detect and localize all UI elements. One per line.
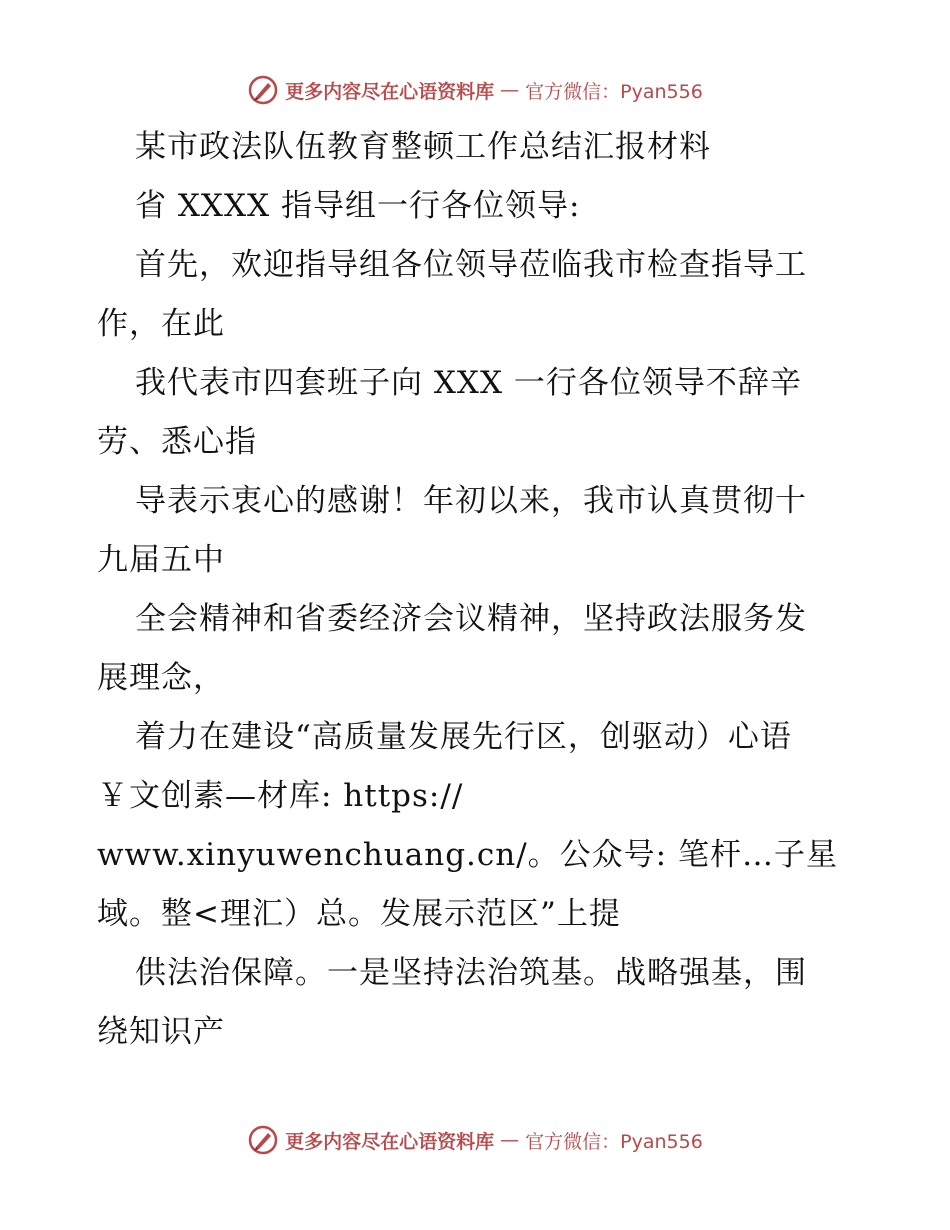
paragraph-line: 展理念，: [97, 660, 225, 696]
paragraph-line: 导表示衷心的感谢！年初以来，我市认真贯彻十: [135, 483, 807, 519]
watermark-text: 更多内容尽在心语资料库: [285, 1130, 495, 1153]
paragraph-line: 九届五中: [97, 542, 225, 578]
paragraph-line: 作，在此: [97, 306, 225, 342]
watermark-wechat: 官方微信：Pyan556: [525, 80, 703, 103]
paragraph-line: 绕知识产: [97, 1014, 225, 1050]
watermark-wechat: 官方微信：Pyan556: [525, 1130, 703, 1153]
watermark-separator: —: [500, 1129, 520, 1151]
paragraph-line: 着力在建设“高质量发展先行区，创驱动）心语: [135, 719, 792, 755]
paragraph-line: 域。整<理汇）总。发展示范区”上提: [97, 896, 621, 932]
paragraph-line: 首先，欢迎指导组各位领导莅临我市检查指导工: [135, 247, 807, 283]
paragraph-line: 我代表市四套班子向 XXX 一行各位领导不辞辛: [135, 365, 802, 401]
paragraph-line: www.xinyuwenchuang.cn/。公众号: 笔杆…子星: [97, 837, 838, 873]
watermark-text: 更多内容尽在心语资料库: [285, 80, 495, 103]
salutation: 省 XXXX 指导组一行各位领导:: [135, 188, 581, 224]
watermark-separator: —: [500, 79, 520, 101]
paragraph-line: 全会精神和省委经济会议精神，坚持政法服务发: [135, 601, 807, 637]
pen-logo-icon: [247, 74, 279, 106]
paragraph-line: 劳、悉心指: [97, 424, 257, 460]
document-title: 某市政法队伍教育整顿工作总结汇报材料: [135, 129, 711, 165]
document-body: [97, 118, 857, 1062]
footer-watermark: [0, 1120, 950, 1160]
paragraph-line: ￥文创素—材库: https://: [97, 778, 464, 814]
pen-logo-icon: [247, 1124, 279, 1156]
paragraph-line: 供法治保障。一是坚持法治筑基。战略强基，围: [135, 955, 807, 991]
header-watermark: [0, 70, 950, 110]
